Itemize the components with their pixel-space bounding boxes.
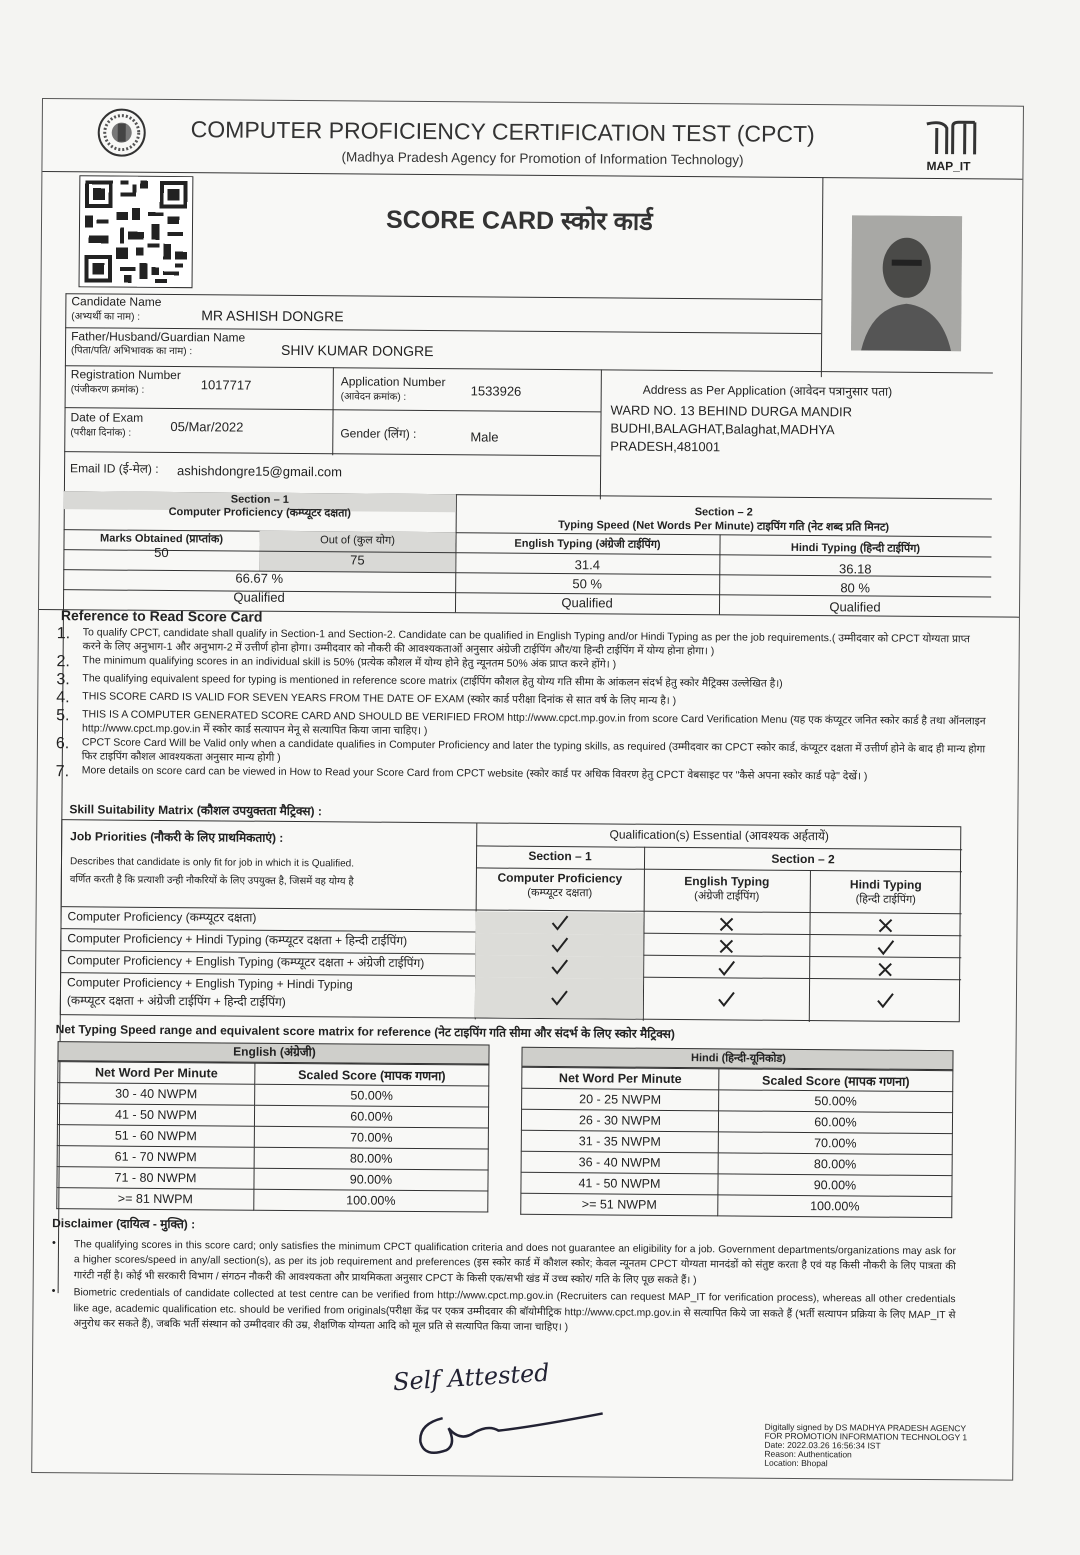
- exam-label: Date of Exam: [70, 410, 144, 425]
- mp-emblem: [97, 107, 147, 157]
- qualification-label: Qualification(s) Essential (आवश्यक अर्हतायें): [609, 827, 829, 844]
- name-label: Candidate Name: [71, 294, 162, 309]
- tick-icon: [643, 979, 809, 1020]
- scaled-score: 100.00%: [718, 1195, 952, 1218]
- hindi-speed: 36.18: [838, 561, 872, 577]
- nwpm-range: 41 - 50 NWPM: [521, 1172, 718, 1195]
- nwpm-range: 36 - 40 NWPM: [521, 1151, 718, 1174]
- address-line-3: PRADESH,481001: [610, 438, 721, 455]
- col-hi: Hindi Typing: [849, 877, 922, 892]
- col-en: English Typing: [684, 874, 770, 889]
- gender: Male: [470, 429, 499, 445]
- map-it-logo: [922, 118, 982, 178]
- job-desc-hi: वर्णित करती है कि प्रत्याशी उन्ही नौकरियों के लिए उपयुक्त है, जिसमें वह योग्य है: [69, 874, 354, 888]
- section2-title: Section – 2: [694, 506, 753, 519]
- hindi-result: Qualified: [829, 599, 881, 615]
- map-it-label: MAP_IT: [926, 158, 971, 174]
- candidate-name: MR ASHISH DONGRE: [201, 307, 344, 325]
- dsig-line: Date: 2022.03.26 16:56:34 IST: [764, 1439, 881, 1451]
- dsig-line: Digitally signed by DS MADHYA PRADESH AGENCY: [764, 1421, 967, 1434]
- job-desc-en: Describes that candidate is only fit for job in which it is Qualified.: [69, 856, 355, 870]
- dsig-line: FOR PROMOTION INFORMATION TECHNOLOGY 1: [764, 1430, 968, 1443]
- name-label-hi: (अभ्यर्थी का नाम) :: [71, 311, 141, 323]
- scaled-score: 90.00%: [718, 1174, 952, 1197]
- scaled-score: 60.00%: [718, 1111, 952, 1134]
- skill-row-label: Computer Proficiency + English Typing (कम्प्यूटर दक्षता + अंग्रेजी टाईपिंग): [67, 953, 425, 971]
- reg-label-hi: (पंजीकरण क्रमांक) :: [70, 384, 145, 396]
- hindi-percent: 80 %: [840, 580, 871, 596]
- hin-col2: Scaled Score (मापक गणना): [719, 1069, 953, 1092]
- col-cp-hi: (कम्प्यूटर दक्षता): [527, 886, 593, 900]
- hindi-typing-label: Hindi Typing (हिन्दी टाईपिंग): [790, 541, 921, 555]
- eng-col2: Scaled Score (मापक गणना): [255, 1063, 489, 1086]
- gender-label: Gender (लिंग) :: [340, 426, 417, 441]
- app-label-hi: (आवेदन क्रमांक) :: [340, 391, 407, 403]
- scaled-score: 80.00%: [254, 1147, 488, 1170]
- marks-out-of: 75: [350, 552, 365, 568]
- ref-item: CPCT Score Card Will be Valid only when a candidate qualifies in Computer Proficiency and later the typing skills, as required (उम्मीदवार का CPCT स्कोर कार्ड, कंप्यूटर दक्षता में उत्तीर्ण होने के बाद ही मान्य होगा फिर टाइपिंग कौशल आवश्यकता अनुसार मान्य होगी ): [81, 736, 986, 764]
- dsig-line: Location: Bhopal: [764, 1457, 828, 1469]
- cross-icon: [643, 935, 809, 958]
- disclaimer-title: Disclaimer (दायित्व - मुक्ति) :: [52, 1216, 196, 1232]
- cross-icon: [809, 914, 961, 937]
- scaled-score: 80.00%: [718, 1153, 952, 1176]
- exam-date: 05/Mar/2022: [170, 419, 244, 435]
- scaled-score: 60.00%: [254, 1105, 488, 1128]
- marks-label: Marks Obtained (प्राप्तांक): [100, 532, 224, 546]
- tick-icon: [475, 933, 643, 956]
- nwpm-range: 20 - 25 NWPM: [522, 1088, 719, 1111]
- tick-icon: [809, 936, 961, 959]
- page-title: COMPUTER PROFICIENCY CERTIFICATION TEST (CPCT): [190, 116, 815, 148]
- exam-label-hi: (परीक्षा दिनांक) :: [70, 427, 132, 439]
- section1-subtitle: Computer Proficiency (कम्प्यूटर दक्षता): [168, 506, 351, 520]
- tick-icon: [643, 957, 809, 980]
- scaled-score: 100.00%: [254, 1189, 488, 1212]
- skill-row-label: Computer Proficiency + Hindi Typing (कम्प्यूटर दक्षता + हिन्दी टाईपिंग): [67, 931, 408, 948]
- nwpm-range: 51 - 60 NWPM: [57, 1125, 254, 1148]
- job-priorities-label: Job Priorities (नौकरी के लिए प्राथमिकताएं) :: [70, 829, 284, 845]
- nwpm-range: 26 - 30 NWPM: [521, 1109, 718, 1132]
- ref-item: THIS SCORE CARD IS VALID FOR SEVEN YEARS FROM THE DATE OF EXAM (स्कोर कार्ड परीक्षा दिनांक से सात वर्ष के लिए मान्य है। ): [82, 690, 677, 707]
- email-label: Email ID (ई-मेल) :: [70, 461, 159, 476]
- tick-icon: [475, 911, 643, 934]
- out-of-label: Out of (कुल योग): [320, 534, 395, 547]
- section2-subtitle: Typing Speed (Net Words Per Minute) टाइपिंग गति (नेट शब्द प्रति मिनट): [558, 519, 890, 534]
- skill-section2: Section – 2: [771, 851, 835, 867]
- section1-percent: 66.67 %: [235, 570, 284, 586]
- nwpm-range: 31 - 35 NWPM: [521, 1130, 718, 1153]
- ref-num: 7.: [55, 763, 70, 781]
- father-name: SHIV KUMAR DONGRE: [280, 341, 434, 360]
- address-line-2: BUDHI,BALAGHAT,Balaghat,MADHYA: [610, 420, 835, 438]
- matrix-title: Net Typing Speed range and equivalent score matrix for reference (नेट टाइपिंग गति सीमा और संदर्भ के लिए स्कोर मैट्रिक्स): [55, 1022, 675, 1041]
- skill-row-label: Computer Proficiency + English Typing + Hindi Typing: [67, 975, 353, 992]
- cross-icon: [809, 958, 961, 981]
- section1-title: Section – 1: [230, 493, 289, 506]
- nwpm-range: 71 - 80 NWPM: [57, 1167, 254, 1190]
- reg-label: Registration Number: [70, 367, 181, 383]
- ref-num: 1.: [56, 625, 71, 643]
- cross-icon: [643, 913, 809, 936]
- father-label: Father/Husband/Guardian Name: [71, 329, 246, 345]
- skill-row-label: Computer Proficiency (कम्प्यूटर दक्षता): [67, 909, 257, 925]
- address-label: Address as Per Application (आवेदन पत्रानुसार पता): [642, 382, 893, 399]
- nwpm-range: 41 - 50 NWPM: [57, 1104, 254, 1127]
- handwritten-signature: [412, 1402, 632, 1464]
- hindi-matrix-title: Hindi (हिन्दी-यूनिकोड): [691, 1052, 786, 1065]
- disclaimer-item: Biometric credentials of candidate collected at test centre can be verified from http://www.cpct.mp.gov.in (Recruiters can request MAP_IT for verification process), whereas all other credentials like age, academic qualification etc. should be verified from originals(परीक्षा केंद्र पर एकत्र उम्मीदवार की बॉयोमीट्रिक http://www.cpct.mp.gov.in से सत्यापित किये जा सकते हैं (भर्ती सत्यापन प्रक्रिया के लिए MAP_IT से अनुरोध कर सकते हैं), जबकि भर्ती संस्थान को उम्मीदवार की उम्र, शैक्षणिक योग्यता आदि को मूल प्रति से सत्यापित किया जाना चाहिए। ): [73, 1287, 956, 1334]
- page-subtitle: (Madhya Pradesh Agency for Promotion of Information Technology): [341, 149, 744, 168]
- tick-icon: [475, 977, 643, 1018]
- ref-item: More details on score card can be viewed in How to Read your Score Card from CPCT website (स्कोर कार्ड पर अधिक विवरण हेतु CPCT वेबसाइट पर "कैसे अपना स्कोर कार्ड पढ़े" देखें। ): [81, 764, 868, 783]
- ref-num: 5.: [56, 707, 70, 725]
- app-label: Application Number: [340, 374, 446, 390]
- skill-matrix: [60, 819, 962, 1022]
- english-percent: 50 %: [572, 576, 603, 592]
- table-row: [57, 1188, 488, 1212]
- skill-title: Skill Suitability Matrix (कौशल उपयुक्तता मैट्रिक्स) :: [69, 802, 322, 819]
- reference-list: [56, 625, 991, 788]
- tick-icon: [809, 980, 961, 1021]
- col-hi-hi: (हिन्दी टाईपिंग): [855, 893, 916, 906]
- english-matrix: [56, 1061, 489, 1212]
- hindi-matrix: [520, 1067, 953, 1218]
- ref-num: 4.: [56, 689, 70, 707]
- hin-col1: Net Word Per Minute: [522, 1067, 719, 1090]
- ref-item: The qualifying equivalent speed for typing is mentioned in reference score matrix (टाईपिंग कौशल हेतु योग्य गति सीमा के आंकलन संदर्भ हेतु स्कोर मैट्रिक्स उल्लेखित है।): [82, 672, 783, 690]
- address-line-1: WARD NO. 13 BEHIND DURGA MANDIR: [610, 402, 853, 420]
- reference-title: Reference to Read Score Card: [60, 607, 263, 625]
- father-label-hi: (पिता/पति/ अभिभावक का नाम) :: [70, 345, 193, 358]
- score-card-sheet: [31, 98, 1024, 1481]
- disclaimer-item: The qualifying scores in this score card; only satisfies the minimum CPCT qualification criteria and does not guarantee an eligibility for a job. Government departments/organizations may ask for a higher scores/speed in any/all section(s), as per its job requirement and preferences (इस स्कोर कार्ड में कौशल स्कोर; केवल न्यूनतम CPCT योग्यता मानदंडों को संतुष्ट करता है एवं यह किसी नौकरी के लिए पात्रता की गारंटी नहीं है। कोई भी सरकारी विभाग / संगठन नौकरी की आवश्यकता और प्राथमिकता अनुसार CPCT के किसी एक/सभी खंड में उच्च स्कोर/ गति के लिए पूछ सकते हैं। ): [73, 1239, 957, 1286]
- english-speed: 31.4: [574, 557, 601, 573]
- scaled-score: 90.00%: [254, 1168, 488, 1191]
- email: ashishdongre15@gmail.com: [177, 463, 343, 480]
- tick-icon: [475, 955, 643, 978]
- english-typing-label: English Typing (अंग्रेजी टाईपिंग): [514, 537, 661, 551]
- digital-signature: [764, 1423, 967, 1470]
- handwritten-note: Self Attested: [392, 1358, 551, 1397]
- application-number: 1533926: [470, 383, 522, 399]
- scaled-score: 70.00%: [718, 1132, 952, 1155]
- table-row: [521, 1193, 952, 1217]
- dsig-line: Reason: Authentication: [764, 1448, 852, 1460]
- ref-item: THIS IS A COMPUTER GENERATED SCORE CARD AND SHOULD BE VERIFIED FROM http://www.cpct.mp.gov.in from score Card Verification Menu (यह एक कंप्यूटर जनित स्कोर कार्ड है तथा ऑनलाइन http://www.cpct.mp.gov.in में स्कोर कार्ड सत्यापन मेनू से सत्यापित किया जाना चाहिए। ): [82, 708, 986, 738]
- ref-num: 2.: [56, 653, 70, 671]
- qr-code: [79, 175, 194, 288]
- ref-num: 3.: [56, 671, 70, 689]
- english-result: Qualified: [561, 595, 613, 611]
- scaled-score: 50.00%: [255, 1084, 489, 1107]
- scaled-score: 50.00%: [719, 1090, 953, 1113]
- scaled-score: 70.00%: [254, 1126, 488, 1149]
- candidate-photo: [851, 215, 962, 351]
- skill-section1: Section – 1: [528, 848, 592, 864]
- nwpm-range: >= 51 NWPM: [521, 1193, 718, 1216]
- section1-result: Qualified: [233, 589, 285, 605]
- nwpm-range: 61 - 70 NWPM: [57, 1146, 254, 1169]
- col-en-hi: (अंग्रेजी टाईपिंग): [694, 890, 760, 903]
- nwpm-range: 30 - 40 NWPM: [58, 1083, 255, 1106]
- skill-row-label-hi: (कम्प्यूटर दक्षता + अंग्रेजी टाईपिंग + हिन्दी टाईपिंग): [66, 993, 286, 1009]
- score-card-title: SCORE CARD स्कोर कार्ड: [385, 205, 653, 236]
- eng-col1: Net Word Per Minute: [58, 1062, 255, 1085]
- registration-number: 1017717: [200, 377, 252, 393]
- marks-obtained: 50: [154, 544, 169, 561]
- ref-item: To qualify CPCT, candidate shall qualify in Section-1 and Section-2. Candidate can be qualified in English Typing and/or Hindi Typing as per the job requirements.( उम्मीदवार को CPCT योग्यता प्राप्त करने के लिए अनुभाग-1 और अनुभाग-2 में उत्तीर्ण होना होगा। उम्मीदवार को नौकरी की आवश्यकताओं अनुसार अंग्रेजी टाईपिंग और/या हिन्दी टाईपिंग में योग्य होना होगा। ): [82, 626, 970, 658]
- ref-item: The minimum qualifying scores in an individual skill is 50% (प्रत्येक कौशल में योग्य होने हेतु न्यूनतम 50% अंक प्राप्त करने होंगे। ): [82, 654, 617, 671]
- disclaimer-list: • The qualifying scores in this score card; only satisfies the minimum CPCT qualification criteria and does not guarantee an eligibility for a job. Government departments/organizations may ask for a higher scores/speed in any/all section(s), as per its job requirement and preferences (इस स्कोर कार्ड में कौशल स्कोर; केवल न्यूनतम CPCT योग्यता मानदंडों को संतुष्ट करता है एवं यह किसी नौकरी के लिए पात्रता की गारंटी नहीं है। कोई भी सरकारी विभाग / संगठन नौकरी की आवश्यकता और प्राथमिकता अनुसार CPCT के किसी एक/सभी खंड में उच्च स्कोर/ गति के लिए पूछ सकते हैं। ) • Biometric credentials of candidate collected at test centre can be verified from http://www.cpct.mp.gov.in (Recruiters can request MAP_IT for verification process), whereas all other credentials like age, academic qualification etc. should be verified from originals(परीक्षा केंद्र पर एकत्र उम्मीदवार की बॉयोमीट्रिक http://www.cpct.mp.gov.in से सत्यापित किये जा सकते हैं (भर्ती सत्यापन प्रक्रिया के लिए MAP_IT से अनुरोध कर सकते हैं), जबकि भर्ती संस्थान को उम्मीदवार की उम्र, शैक्षणिक योग्यता आदि को मूल प्रति से सत्यापित किया जाना चाहिए। ): [51, 1237, 956, 1339]
- col-cp: Computer Proficiency: [497, 870, 623, 886]
- nwpm-range: >= 81 NWPM: [57, 1188, 254, 1211]
- ref-num: 6.: [55, 735, 70, 753]
- english-matrix-title: English (अंग्रेजी): [233, 1044, 316, 1060]
